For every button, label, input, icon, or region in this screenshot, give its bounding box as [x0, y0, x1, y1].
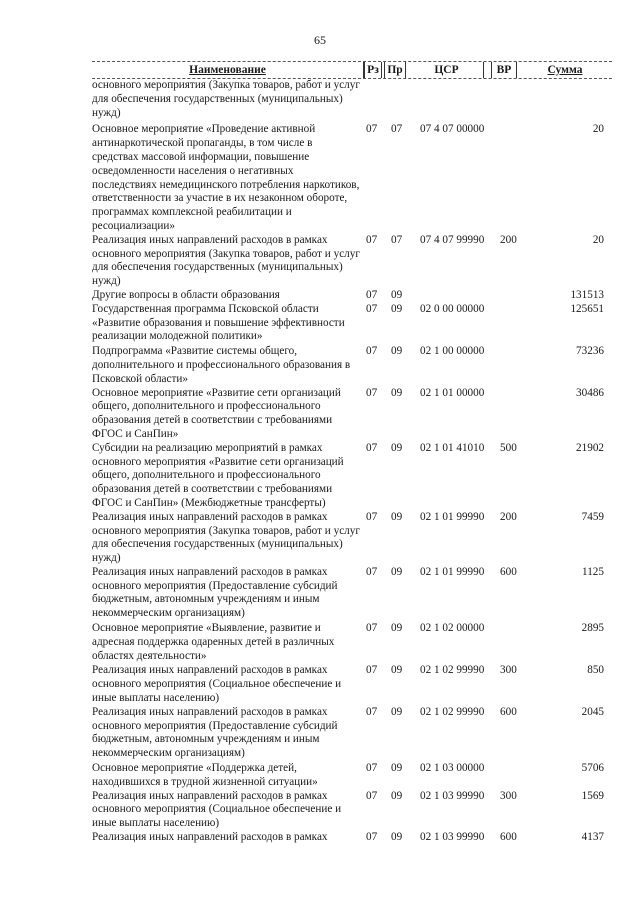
row-rz: 07 [366, 386, 378, 399]
row-csr: 02 1 01 00000 [420, 386, 485, 399]
table-body [92, 79, 612, 845]
row-name: Основное мероприятие «Проведение активной антинаркотической пропаганды, в том числе в средствах массовой информации, повышение осведомленности населения о негативных последствиях немедицинского потребления наркотиков, ответственности за участие в их незаконном обороте, программах комплексной реабилитации и ресоциализации» [92, 123, 360, 232]
row-sum: 21902 [576, 441, 604, 454]
table-row [92, 762, 612, 790]
row-rz: 07 [366, 233, 378, 246]
page-number: 65 [314, 33, 326, 47]
row-sum: 131513 [570, 288, 604, 301]
row-rz: 07 [366, 510, 378, 523]
row-csr: 02 1 01 99990 [420, 565, 485, 578]
table-row [92, 345, 612, 386]
budget-table [92, 61, 612, 845]
row-rz: 07 [366, 441, 378, 454]
row-sum: 30486 [576, 386, 604, 399]
table-row [92, 566, 612, 621]
row-name: Субсидии на реализацию мероприятий в рамках основного мероприятия «Развитие сети организаций общего, дополнительного и профессионального образования детей в соответствии с требованиями ФГОС и СанПин» (Межбюджетные трансферты) [92, 441, 344, 509]
table-row [92, 387, 612, 442]
row-pr: 09 [391, 386, 403, 399]
row-name: Реализация иных направлений расходов в рамках [92, 831, 328, 844]
row-pr: 09 [391, 302, 403, 315]
row-rz: 07 [366, 789, 378, 802]
row-name: Реализация иных направлений расходов в рамках основного мероприятия (Предоставление субсидий бюджетным, автономным учреждениям и иным некоммерческим организациям) [92, 565, 338, 620]
row-csr: 07 4 07 99990 [420, 233, 485, 246]
row-rz: 07 [366, 622, 378, 635]
row-csr: 02 1 02 00000 [420, 622, 485, 635]
row-pr: 07 [391, 233, 403, 246]
row-csr: 02 1 02 99990 [420, 664, 485, 677]
row-csr: 02 1 01 41010 [420, 441, 485, 454]
row-name: Реализация иных направлений расходов в рамках основного мероприятия (Социальное обеспечение и иные выплаты населению) [92, 789, 342, 830]
table-row [92, 664, 612, 705]
row-csr: 02 1 03 99990 [420, 789, 485, 802]
row-name: Реализация иных направлений расходов в рамках основного мероприятия (Предоставление субсидий бюджетным, автономным учреждениям и иным некоммерческим организациям) [92, 705, 338, 760]
row-vr: 500 [500, 441, 517, 454]
row-csr: 02 1 00 00000 [420, 345, 485, 358]
header-csr: ЦСР [410, 62, 484, 78]
header-pr: Пр [384, 62, 406, 78]
row-vr: 200 [500, 510, 517, 523]
header-vr: ВР [491, 62, 517, 78]
row-sum: 1125 [582, 565, 604, 578]
table-row [92, 442, 612, 511]
row-rz: 07 [366, 664, 378, 677]
row-sum: 2895 [581, 622, 604, 635]
row-pr: 09 [391, 510, 403, 523]
table-row [92, 790, 612, 831]
row-name: основного мероприятия (Закупка товаров, работ и услуг для обеспечения государственных (муниципальных) нужд) [92, 79, 360, 119]
row-pr: 09 [391, 664, 403, 677]
row-pr: 07 [391, 123, 403, 136]
row-sum: 125651 [570, 302, 604, 315]
row-vr: 300 [500, 664, 517, 677]
row-csr: 02 0 00 00000 [420, 302, 485, 315]
row-sum: 7459 [581, 510, 604, 523]
row-name: Другие вопросы в области образования [92, 288, 280, 301]
row-name: Основное мероприятие «Выявление, развитие и адресная поддержка одаренных детей в различных областях деятельности» [92, 622, 335, 662]
header-name: Наименование [92, 62, 364, 78]
table-row [92, 79, 612, 120]
row-sum: 20 [592, 123, 604, 136]
row-rz: 07 [366, 123, 378, 136]
row-rz: 07 [366, 302, 378, 315]
row-vr: 600 [500, 831, 517, 844]
table-header [92, 61, 612, 79]
row-pr: 09 [391, 622, 403, 635]
table-row [92, 234, 612, 289]
table-row [92, 706, 612, 761]
row-pr: 09 [391, 789, 403, 802]
table-row [92, 831, 612, 845]
row-sum: 1569 [581, 789, 604, 802]
row-csr: 07 4 07 00000 [420, 123, 485, 136]
header-rz: Рз [364, 62, 382, 78]
table-row [92, 289, 612, 303]
row-vr: 600 [500, 565, 517, 578]
row-pr: 09 [391, 565, 403, 578]
row-rz: 07 [366, 762, 378, 775]
row-sum: 2045 [581, 705, 604, 718]
row-sum: 5706 [581, 762, 604, 775]
row-name: Реализация иных направлений расходов в рамках основного мероприятия (Социальное обеспечение и иные выплаты населению) [92, 664, 342, 705]
row-sum: 20 [592, 233, 604, 246]
row-vr: 600 [500, 705, 517, 718]
row-name: Государственная программа Псковской области «Развитие образования и повышение эффективности реализации молодежной политики» [92, 302, 345, 343]
row-pr: 09 [391, 831, 403, 844]
row-name: Реализация иных направлений расходов в рамках основного мероприятия (Закупка товаров, работ и услуг для обеспечения государственных (муниципальных) нужд) [92, 510, 360, 565]
table-row [92, 511, 612, 566]
row-rz: 07 [366, 831, 378, 844]
row-pr: 09 [391, 441, 403, 454]
row-pr: 09 [391, 288, 403, 301]
row-pr: 09 [391, 762, 403, 775]
row-vr: 300 [500, 789, 517, 802]
row-name: Основное мероприятие «Развитие сети организаций общего, дополнительного и профессионального образования детей в соответствии с требованиями ФГОС и СанПин» [92, 386, 341, 440]
header-sum: Сумма [547, 64, 583, 76]
table-row [92, 303, 612, 344]
row-csr: 02 1 02 99990 [420, 705, 485, 718]
row-rz: 07 [366, 565, 378, 578]
row-rz: 07 [366, 288, 378, 301]
row-csr: 02 1 01 99990 [420, 510, 485, 523]
row-vr: 200 [500, 233, 517, 246]
row-name: Реализация иных направлений расходов в рамках основного мероприятия (Закупка товаров, работ и услуг для обеспечения государственных (муниципальных) нужд) [92, 233, 360, 288]
table-row [92, 622, 612, 663]
row-sum: 4137 [581, 831, 604, 844]
table-row [92, 123, 612, 233]
row-name: Основное мероприятие «Поддержка детей, находившихся в трудной жизненной ситуации» [92, 762, 318, 788]
row-rz: 07 [366, 345, 378, 358]
row-csr: 02 1 03 00000 [420, 762, 485, 775]
row-sum: 73236 [576, 345, 604, 358]
row-pr: 09 [391, 345, 403, 358]
row-rz: 07 [366, 705, 378, 718]
row-sum: 850 [587, 664, 604, 677]
row-csr: 02 1 03 99990 [420, 831, 485, 844]
row-pr: 09 [391, 705, 403, 718]
row-name: Подпрограмма «Развитие системы общего, дополнительного и профессионального образования в Псковской области» [92, 345, 351, 385]
